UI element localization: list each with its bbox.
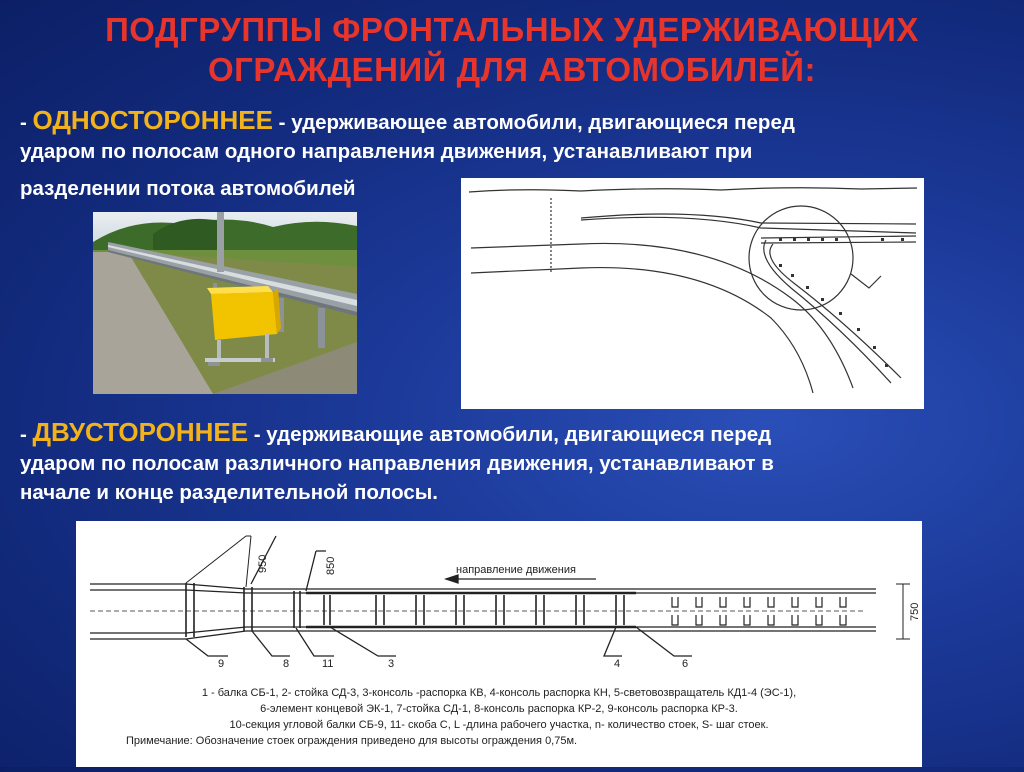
callout-4: 4 [614,658,621,670]
two-sided-desc-3: начале и конце разделительной полосы. [20,481,438,504]
two-sided-desc-2: ударом по полосам различного направления движения, устанавливают в [20,452,774,475]
scheme-note: Примечание: Обозначение стоек ограждения приведено для высоты ограждения 0,75м. [126,735,578,747]
one-sided-paragraph [20,106,1020,166]
barrier-photo [93,212,357,394]
title-line-1: ПОДГРУППЫ ФРОНТАЛЬНЫХ УДЕРЖИВАЮЩИХ [105,11,919,48]
legend-line-3: 10-секция угловой балки СБ-9, 11- скоба С, L -длина рабочего участка, n- количество стоек, S- шаг стоек. [229,719,769,731]
callout-11: 11 [322,658,334,670]
dim-750: 750 [909,602,921,621]
callout-9: 9 [218,658,225,670]
two-sided-desc-1: - удерживающие автомобили, двигающиеся перед [248,423,772,446]
legend-line-1: 1 - балка СБ-1, 2- стойка СД-3, 3-консоль -распорка КВ, 4-консоль распорка КН, 5-световозвращатель КД1-4 (ЭС-1), [201,687,797,699]
callout-3: 3 [388,658,395,670]
legend-line-2: 6-элемент концевой ЭК-1, 7-стойка СД-1, 8-консоль распорка КР-2, 9-консоль распорка КР-3. [260,703,738,715]
one-sided-term: ОДНОСТОРОННЕЕ [32,105,273,135]
one-sided-dash: - [20,111,33,134]
one-sided-desc-2: ударом по полосам одного направления движения, устанавливают при [20,140,753,163]
two-sided-scheme [76,521,922,767]
two-sided-dash: - [20,423,33,446]
dim-850: 850 [325,556,337,575]
two-sided-paragraph [20,418,1020,507]
one-sided-scheme [461,178,924,409]
callout-8: 8 [283,658,290,670]
callout-6: 6 [682,658,689,670]
one-sided-desc-1: - удерживающее автомобили, двигающиеся перед [272,111,795,134]
one-sided-desc-3: разделении потока автомобилей [20,177,356,200]
direction-label: направление движения [456,564,576,576]
title-line-2: ОГРАЖДЕНИЙ ДЛЯ АВТОМОБИЛЕЙ: [207,51,817,88]
slide-title [0,10,1024,90]
two-sided-term: ДВУСТОРОННЕЕ [32,417,249,447]
dim-950: 950 [257,554,269,573]
